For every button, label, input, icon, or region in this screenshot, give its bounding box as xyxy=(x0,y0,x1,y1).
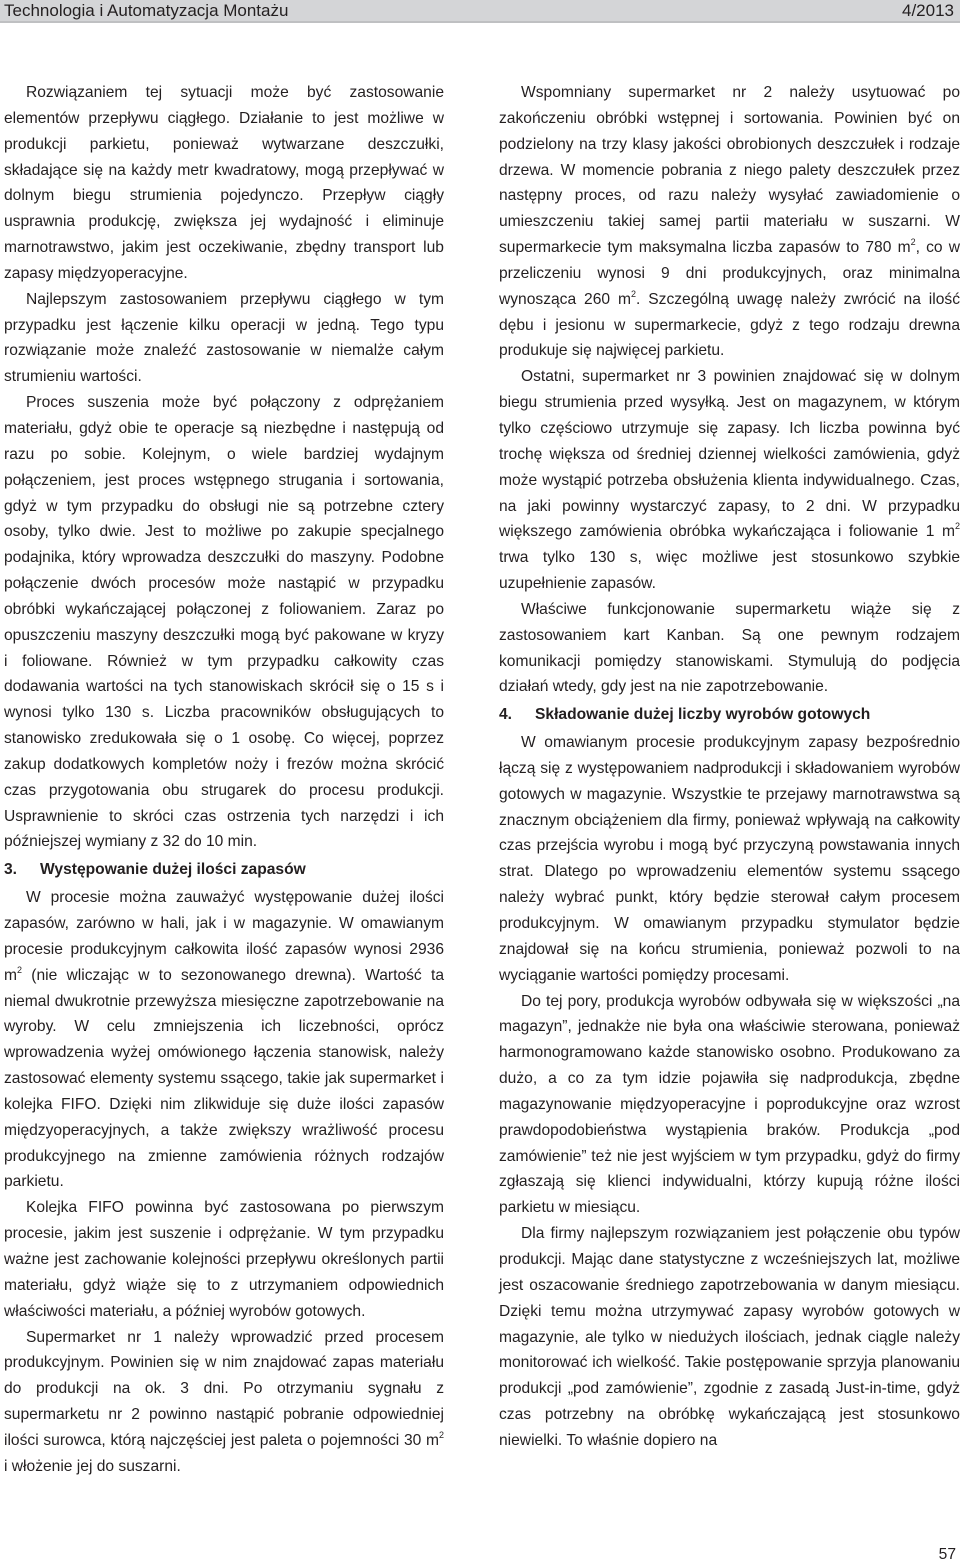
text-run: , co w przeliczeniu wynosi 9 dni produkcyjnych, oraz minimalna wynosząca 260 m xyxy=(499,239,960,308)
paragraph: Najlepszym zastosowaniem przepływu ciągłego w tym przypadku jest łączenie kilku operacji w jedną. Tego typu rozwiązanie może znaleźć zastosowanie w niemalże całym strumieniu wartości. xyxy=(4,290,444,386)
paragraph xyxy=(499,364,960,597)
paragraph: Kolejka FIFO powinna być zastosowana po pierwszym procesie, jakim jest suszenie i odprężanie. W tym przypadku ważne jest zachowanie kolejności przepływu określonych partii materiału, gdyż wiąże się to z utrzymaniem odpowiednich właściwości materiału, a później wyrobów gotowych. xyxy=(4,1199,444,1320)
superscript: 2 xyxy=(910,236,916,247)
paragraph: W omawianym procesie produkcyjnym zapasy bezpośrednio łączą się z występowaniem nadprodukcji i składowaniem wyrobów gotowych w magazynie. Wszystkie te przejawy marnotrawstwa są znacznym obciążeniem dla firmy, ponieważ wpływają na całkowity czas przejścia wyrobu i mogą być przyczyną powstawania innych strat. Dlatego po wprowadzeniu elementów systemu ssącego należy wybrać punkt, który będzie sterował całym procesem produkcyjnym. W omawianym przypadku stymulator będzie znajdował się na końcu strumienia, ponieważ pozwoli to na wyciąganie wartości pomiędzy procesami. xyxy=(499,734,960,984)
text-run: (nie wliczając w to sezonowanego drewna). Wartość ta niemal dwukrotnie przewyższa miesięczne zapotrzebowanie na wyroby. W celu zmniejszenia ich liczebności, oprócz wprowadzenia wyżej omówionego łączenia stanowisk, należy zastosować elementy systemu ssącego, takie jak supermarket i kolejka FIFO. Dzięki nim zlikwiduje się duże ilości zapasów międzyoperacyjnych, a także zwiększy wrażliwość procesu produkcyjnego na zmienne zamówienia różnych rodzajów parkietu. xyxy=(4,966,444,1191)
header-rule xyxy=(0,21,960,23)
section-number: 3. xyxy=(4,861,18,879)
section-heading-4 xyxy=(499,702,960,728)
running-header xyxy=(0,0,960,21)
text-run: W procesie można zauważyć występowanie dużej ilości zapasów, zarówno w hali, jak i w magazynie. W omawianym procesie produkcyjnym całkowita ilość zapasów wynosi 2936 m xyxy=(4,889,444,984)
issue-number: 4/2013 xyxy=(902,0,954,20)
paragraph: Do tej pory, produkcja wyrobów odbywała się w większości „na magazyn”, jednakże nie była ona właściwie sterowana, ponieważ harmonogramowano każde stanowisko osobno. Produkowano za dużo, a co za tym idzie pojawiła się nadprodukcja, zbędne magazynowanie międzyoperacyjne i poprodukcyjne oraz wzrost prawdopodobieństwa wystąpienia braków. Produkcja „pod zamówienie” też nie jest wyjściem w tym przypadku, gdyż do firmy zgłaszają się klienci indywidualni, którzy kupują różne ilości parkietu w miesiącu. xyxy=(499,992,960,1217)
paragraph: Rozwiązaniem tej sytuacji może być zastosowanie elementów przepływu ciągłego. Działanie to jest możliwe w produkcji parkietu, ponieważ wytwarzane deszczułki, składające się na każdy metr kwadratowy, mogą przepływać w dolnym biegu strumienia pojedynczo. Przepływ ciągły usprawnia produkcję, zwiększa jej wydajność i eliminuje marnotrawstwo, jakim jest oczekiwanie, zbędny transport lub zapasy międzyoperacyjne. xyxy=(4,84,444,282)
page-number: 57 xyxy=(938,1546,956,1563)
paragraph xyxy=(4,885,444,1195)
left-column xyxy=(4,80,444,1480)
text-run: Supermarket nr 1 należy wprowadzić przed procesem produkcyjnym. Powinien się w nim znajdować zapas materiału do produkcji na ok. 3 dni. Po otrzymaniu sygnału z supermarketu nr 2 powinno nastąpić pobranie odpowiedniej ilości surowca, którą najczęściej jest paleta o pojemności 30 m xyxy=(4,1328,444,1449)
text-run: Ostatni, supermarket nr 3 powinien znajdować się w dolnym biegu strumienia przed wysyłką. Jest on magazynem, w którym tylko częściowo utrzymuje się zapasy. Ich liczba powinna być trochę większa od średniej dziennej wielkości zamówienia, gdyż może wystąpić potrzeba obsłużenia klienta indywidualnego. Czas, na jaki powinny wystarczyć zapasy, to 2 dni. W przypadku większego zamówienia obróbka wykańczająca i foliowanie 1 m xyxy=(499,368,960,541)
text-run: trwa tylko 130 s, więc możliwe jest stosunkowo szybkie uzupełnienie zapasów. xyxy=(499,549,960,593)
superscript: 2 xyxy=(954,521,960,532)
text-run: i włożenie jej do suszarni. xyxy=(4,1457,181,1475)
right-column xyxy=(499,80,960,1454)
journal-title: Technologia i Automatyzacja Montażu xyxy=(4,0,289,20)
paragraph: Proces suszenia może być połączony z odprężaniem materiału, gdyż obie te operacje są niezbędne i następują od razu po sobie. Kolejnym, o wiele bardziej wydajnym połączeniem, jest proces wstępnego strugania i sortowania, gdyż w tym przypadku do obsługi nie są potrzebne cztery osoby, tylko dwie. Jest to możliwe po zakupie specjalnego podajnika, który wprowadza deszczułki do maszyny. Podobne połączenie dwóch procesów może nastąpić w przypadku obróbki wykańczającej połączonej z foliowaniem. Zaraz po opuszczeniu maszyny deszczułki mogą być pakowane w kryzy i foliowane. Również w tym przypadku całkowity czas dodawania wartości na tych stanowiskach skrócił się o 15 s i wynosi tylko 130 s. Liczba pracowników obsługujących to stanowisko zredukowała się o 1 osobę. Co więcej, poprzez zakup dodatkowych kompletów noży i frezów można skrócić czas przygotowania obu strugarek do procesu produkcji. Usprawnienie to skróci czas ostrzenia tych narzędzi i ich późniejszej wymiany z 32 do 10 min. xyxy=(4,394,444,851)
superscript: 2 xyxy=(17,964,23,975)
paragraph: Dla firmy najlepszym rozwiązaniem jest połączenie obu typów produkcji. Mając dane statystyczne z wcześniejszych lat, możliwe jest oszacowanie średniego zapotrzebowania w danym miesiącu. Dzięki temu można utrzymywać zapasy wyrobów gotowych w magazynie, ale tylko w niedużych ilościach, jednak ciągle należy monitorować ich wielkość. Takie postępowanie sprzyja planowaniu produkcji „pod zamówienie”, zgodnie z zasadą Just-in-time, gdyż czas potrzebny na obróbkę wykańczającą jest stosunkowo niewielki. To właśnie dopiero na xyxy=(499,1225,960,1449)
section-number: 4. xyxy=(499,706,513,724)
section-heading-3 xyxy=(4,857,444,883)
paragraph: Właściwe funkcjonowanie supermarketu wiąże się z zastosowaniem kart Kanban. Są one pewnym rodzajem komunikacji pomiędzy stanowiskami. Stymulują do podjęcia działań wtedy, gdy jest na nie zapotrzebowanie. xyxy=(499,600,960,696)
paragraph xyxy=(4,1325,444,1480)
superscript: 2 xyxy=(438,1429,444,1440)
superscript: 2 xyxy=(630,288,636,299)
section-title: Składowanie dużej liczby wyrobów gotowych xyxy=(535,706,871,724)
paragraph xyxy=(499,80,960,364)
text-run: . Szczególną uwagę należy zwrócić na ilość dębu i jesionu w supermarkecie, gdyż z tego rodzaju drewna produkuje się najwięcej parkietu. xyxy=(499,290,960,360)
section-title: Występowanie dużej ilości zapasów xyxy=(40,861,306,879)
text-run: Wspomniany supermarket nr 2 należy usytuować po zakończeniu obróbki wstępnej i sortowania. Powinien być on podzielony na trzy klasy jakości obrobionych deszczułek i rodzaje drzewa. W momencie pobrania z niego palety deszczułek przez następny proces, od razu należy wysyłać zawiadomienie o umieszczeniu takiej samej partii materiału w suszarni. W supermarkecie tym maksymalna liczba zapasów to 780 m xyxy=(499,84,960,257)
